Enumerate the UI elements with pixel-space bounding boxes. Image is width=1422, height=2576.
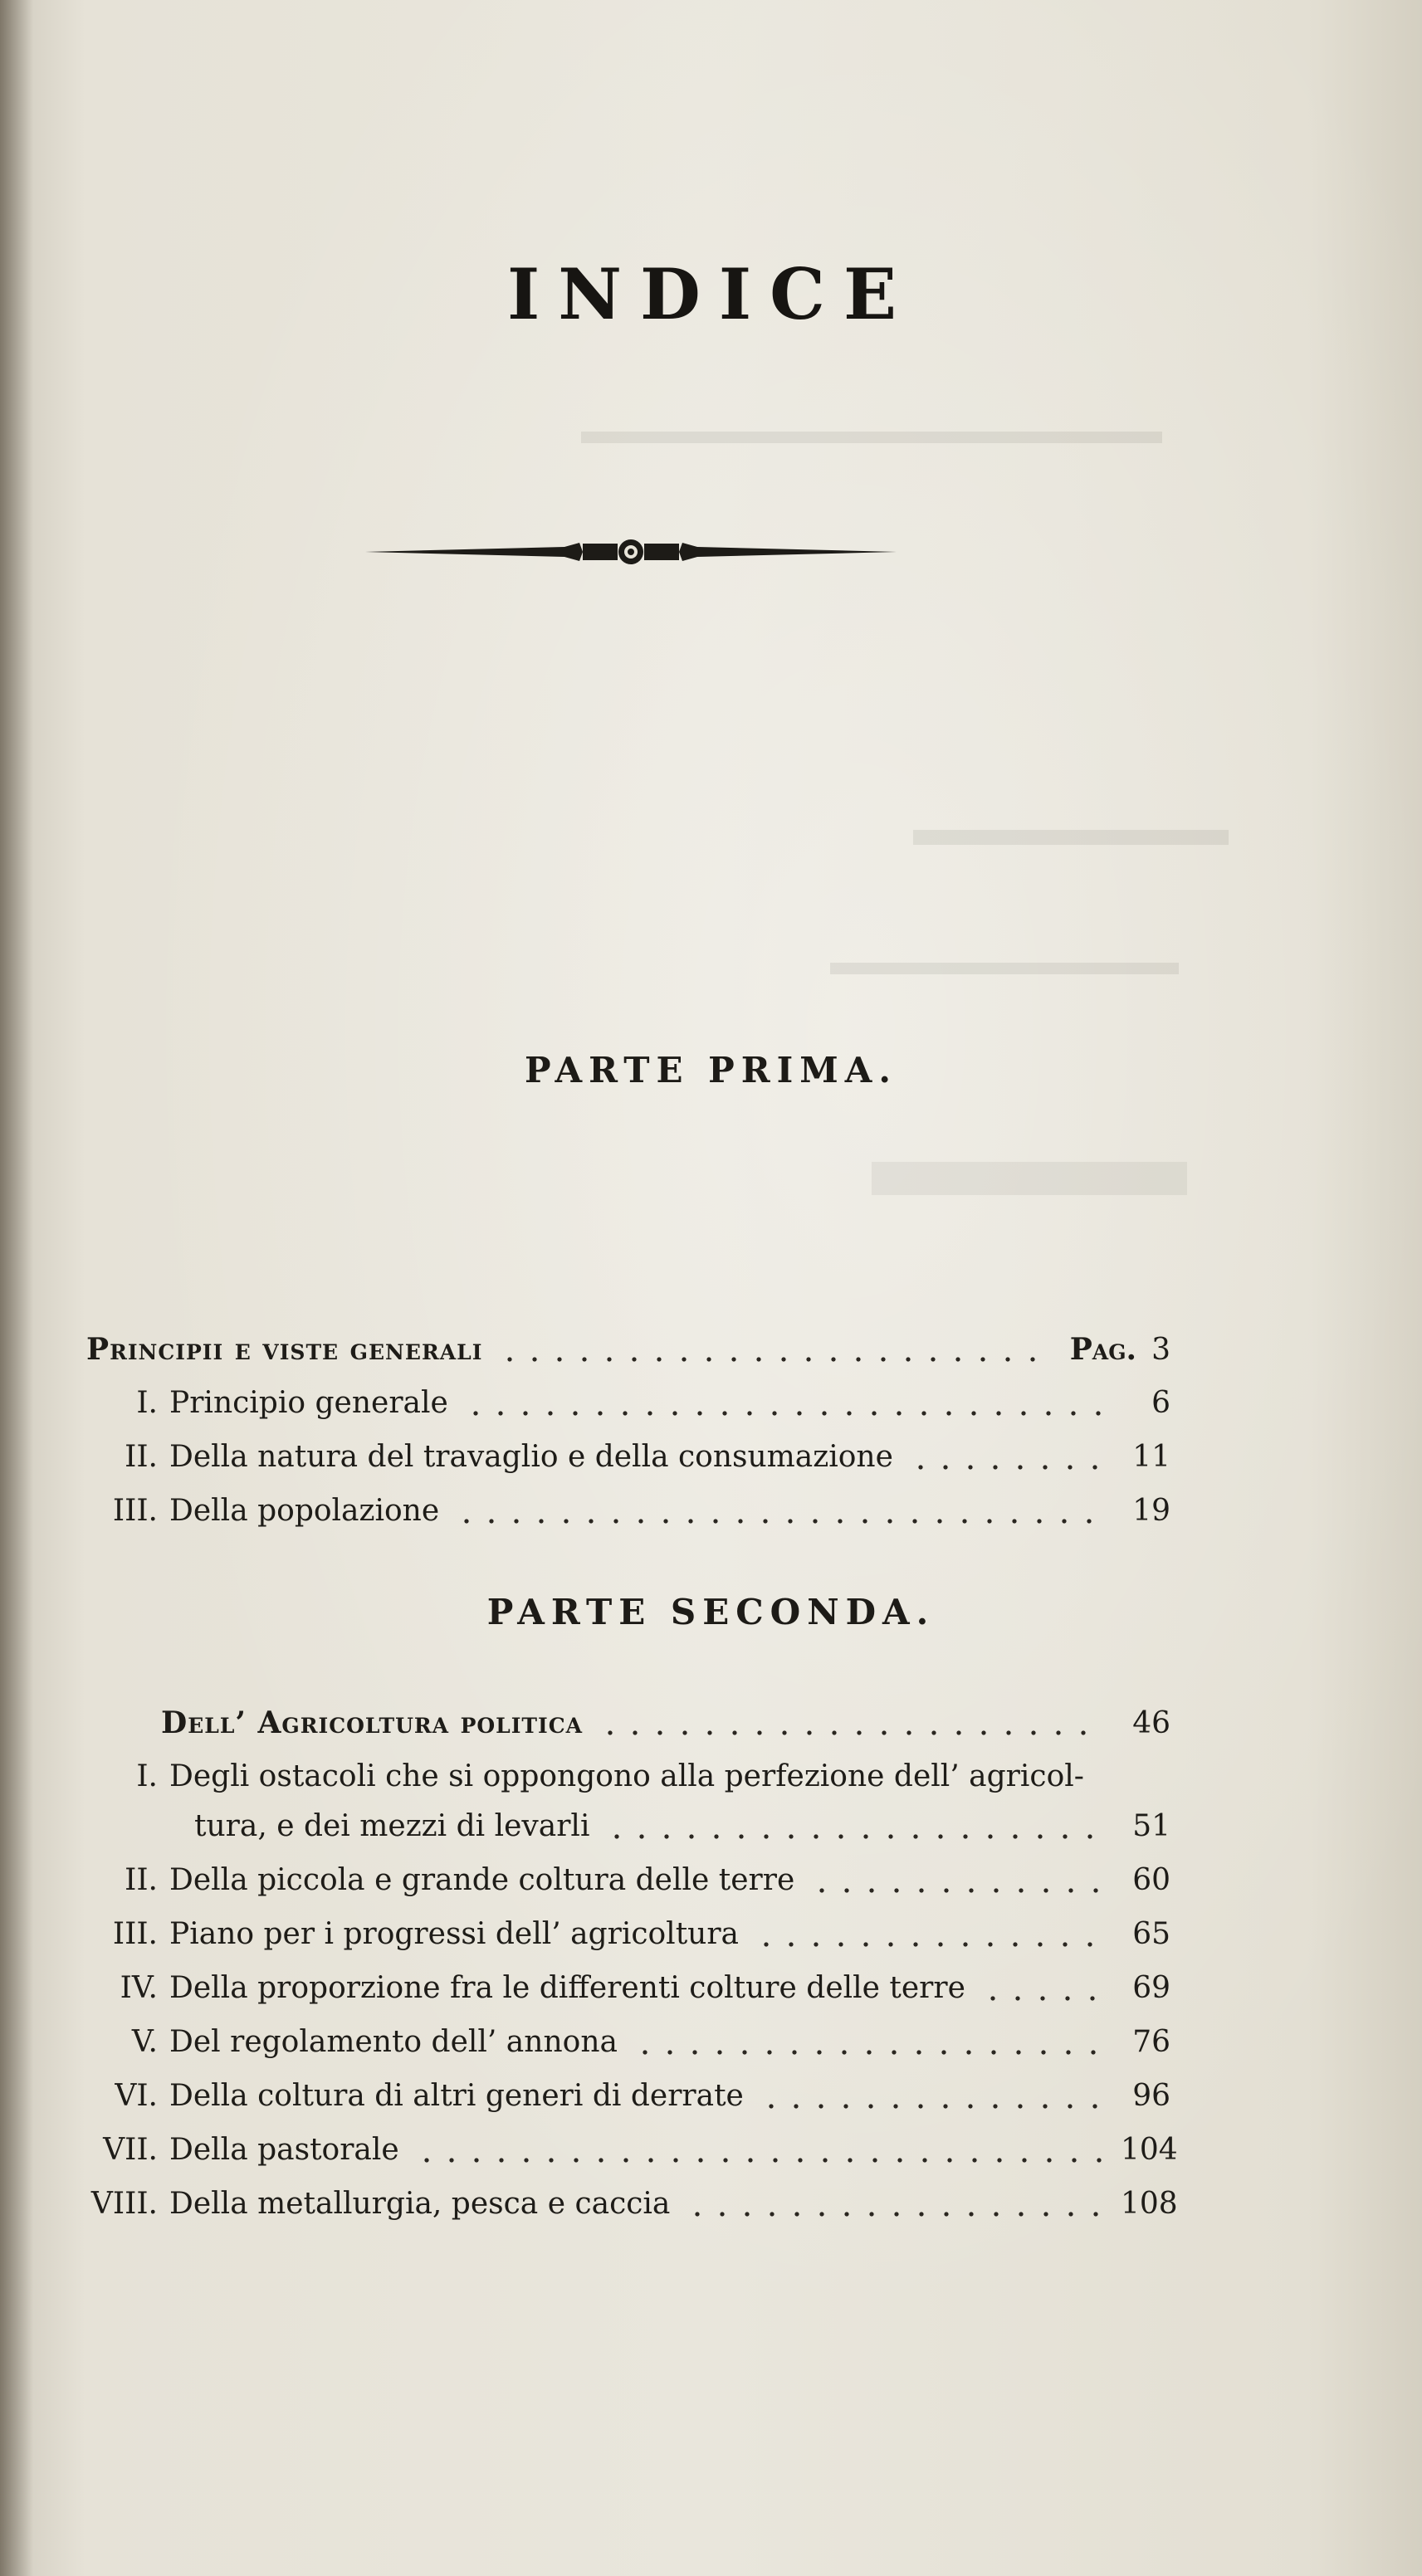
toc-entry xyxy=(75,1971,1170,2017)
dot-leader xyxy=(759,2102,1106,2110)
entry-title: Piano per i progressi dell’ agricoltura xyxy=(169,1917,740,1951)
page-number: 11 xyxy=(1132,1440,1170,1474)
entry-number: VIII. xyxy=(90,2187,158,2221)
page-number: 108 xyxy=(1121,2187,1178,2221)
entry-number: I. xyxy=(136,1759,158,1793)
dot-leader xyxy=(685,2210,1106,2218)
entry-number: V. xyxy=(131,2025,158,2059)
part-heading: PARTE PRIMA. xyxy=(524,1050,897,1090)
page-title: INDICE xyxy=(506,253,916,335)
entry-title: Della metallurgia, pesca e caccia xyxy=(169,2187,671,2221)
entry-title: Della natura del travaglio e della consumazione xyxy=(169,1440,893,1474)
entry-title: Della piccola e grande coltura delle terre xyxy=(169,1863,795,1897)
toc-entry-continuation xyxy=(75,1809,1170,1856)
dot-leader xyxy=(604,1832,1106,1841)
toc-entry xyxy=(75,1759,1170,1806)
show-through-bleed xyxy=(913,830,1229,845)
toc-entry xyxy=(75,1863,1170,1910)
dot-leader xyxy=(598,1729,1106,1737)
part-heading: PARTE SECONDA. xyxy=(486,1592,936,1632)
dot-leader xyxy=(414,2156,1106,2164)
toc-entry xyxy=(75,1332,1170,1378)
entry-number: VII. xyxy=(103,2133,158,2167)
entry-number: III. xyxy=(112,1917,158,1951)
page-number: 19 xyxy=(1132,1494,1170,1528)
page-number: 3 xyxy=(1151,1333,1170,1367)
dot-leader xyxy=(633,2048,1106,2056)
entry-title: Principio generale xyxy=(169,1386,448,1420)
page-number: 96 xyxy=(1132,2079,1170,2113)
page-number: 51 xyxy=(1132,1809,1170,1843)
dot-leader xyxy=(809,1886,1106,1895)
toc-entry xyxy=(75,1705,1170,1752)
toc-entry xyxy=(75,1386,1170,1432)
entry-title: Dell’ Agricoltura politica xyxy=(161,1705,584,1740)
page-label: Pag. xyxy=(1069,1332,1137,1367)
page-number: 65 xyxy=(1132,1917,1170,1951)
entry-number: II. xyxy=(125,1440,158,1474)
show-through-bleed xyxy=(830,963,1179,974)
ornament-divider-icon xyxy=(365,531,897,573)
dot-leader xyxy=(454,1517,1106,1525)
toc-entry xyxy=(75,2133,1178,2179)
entry-title: Del regolamento dell’ annona xyxy=(169,2025,618,2059)
page-number: 60 xyxy=(1132,1863,1170,1897)
dot-leader xyxy=(497,1355,1054,1364)
toc-entry xyxy=(75,2187,1178,2233)
dot-leader xyxy=(754,1940,1106,1949)
entry-title: Degli ostacoli che si oppongono alla perfezione dell’ agricol- xyxy=(169,1759,1084,1793)
entry-title: Principii e viste generali xyxy=(86,1332,483,1367)
entry-title: Della coltura di altri generi di derrate xyxy=(169,2079,744,2113)
show-through-bleed xyxy=(581,432,1162,443)
entry-number: IV. xyxy=(120,1971,158,2005)
toc-entry xyxy=(75,1917,1170,1964)
page-number: 6 xyxy=(1151,1386,1170,1420)
dot-leader xyxy=(463,1409,1106,1417)
page-number: 46 xyxy=(1132,1706,1170,1740)
entry-number: III. xyxy=(112,1494,158,1528)
toc-entry xyxy=(75,2025,1170,2071)
entry-title: Della pastorale xyxy=(169,2133,399,2167)
show-through-bleed xyxy=(872,1162,1187,1195)
binding-shadow xyxy=(0,0,33,2576)
page-number: 69 xyxy=(1132,1971,1170,2005)
toc-entry xyxy=(75,1494,1170,1540)
entry-title: Della proporzione fra le differenti colture delle terre xyxy=(169,1971,965,2005)
dot-leader xyxy=(908,1463,1106,1471)
entry-title-continuation: tura, e dei mezzi di levarli xyxy=(194,1809,590,1843)
entry-number: I. xyxy=(136,1386,158,1420)
entry-number: II. xyxy=(125,1863,158,1897)
dot-leader xyxy=(980,1994,1106,2003)
page-number: 76 xyxy=(1132,2025,1170,2059)
toc-entry xyxy=(75,2079,1170,2125)
page-number: 104 xyxy=(1121,2133,1178,2167)
entry-title: Della popolazione xyxy=(169,1494,440,1528)
entry-number: VI. xyxy=(115,2079,158,2113)
toc-entry xyxy=(75,1440,1170,1486)
